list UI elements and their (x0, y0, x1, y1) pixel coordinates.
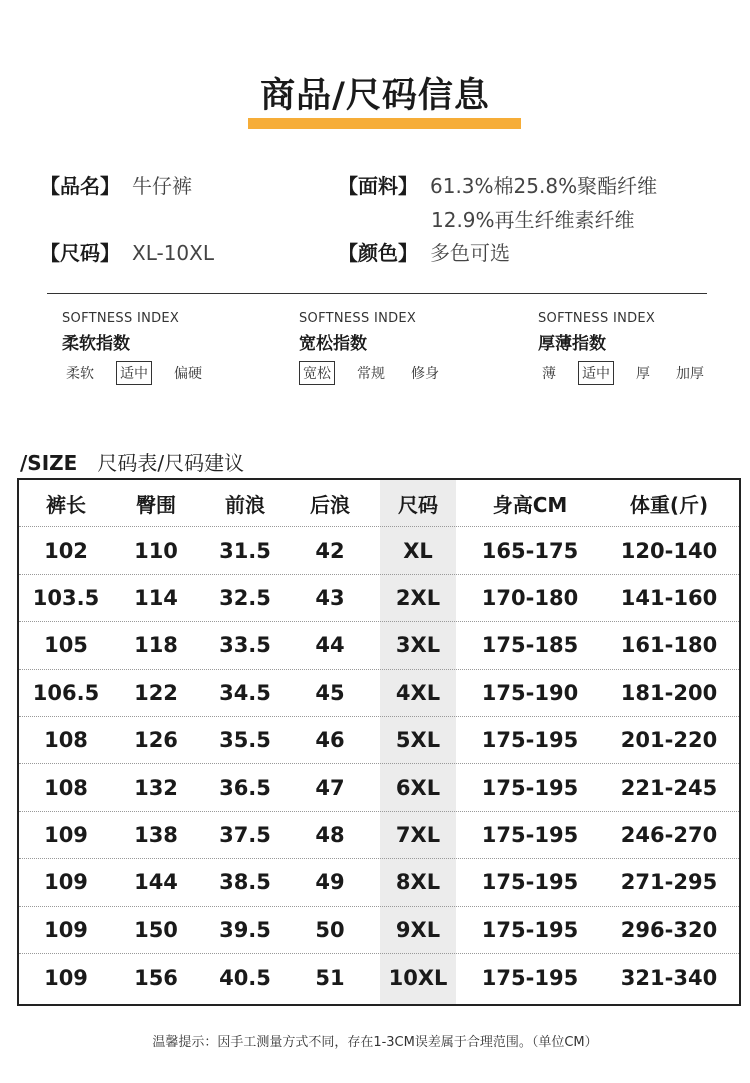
cell-hip: 126 (134, 728, 178, 753)
cell-hip: 114 (134, 585, 178, 610)
index-option: 薄 (542, 366, 556, 382)
cell-weight: 296-320 (620, 917, 718, 942)
cell-length: 108 (44, 728, 88, 753)
table-row (19, 764, 739, 811)
cell-weight: 201-220 (620, 728, 718, 753)
cell-back-rise: 43 (315, 585, 345, 610)
cell-front-rise: 32.5 (219, 585, 271, 610)
cell-hip: 150 (134, 917, 178, 942)
cell-height: 175-185 (481, 633, 579, 658)
page-title: 商品/尺码信息 (260, 76, 490, 116)
index-en-label: SOFTNESS INDEX (299, 311, 417, 326)
table-header-row (19, 480, 739, 527)
cell-back-rise: 48 (315, 822, 345, 847)
section-divider (47, 293, 707, 294)
cell-front-rise: 38.5 (219, 870, 271, 895)
table-row (19, 717, 739, 764)
product-name-label: 【品名】 (40, 174, 120, 198)
header-cell-size: 尺码 (398, 492, 438, 517)
cell-back-rise: 44 (315, 633, 345, 658)
cell-length: 109 (44, 917, 88, 942)
size-table (17, 478, 741, 1006)
cell-size: 4XL (395, 680, 441, 705)
measurement-note: 温馨提示：因手工测量方式不同，存在1-3CM误差属于合理范围。（单位CM） (152, 1035, 598, 1050)
index-option: 常规 (357, 366, 385, 382)
cell-size: 9XL (395, 917, 441, 942)
cell-weight: 141-160 (620, 585, 718, 610)
header-cell-length: 裤长 (46, 492, 86, 517)
cell-hip: 144 (134, 870, 178, 895)
table-row (19, 527, 739, 574)
cell-hip: 122 (134, 680, 178, 705)
cell-front-rise: 40.5 (219, 965, 271, 990)
cell-size: 5XL (395, 728, 441, 753)
cell-height: 175-195 (481, 917, 579, 942)
header-cell-weight: 体重(斤) (629, 492, 709, 517)
index-options (299, 361, 461, 385)
cell-length: 103.5 (32, 585, 100, 610)
index-option: 加厚 (676, 366, 704, 382)
cell-hip: 138 (134, 822, 178, 847)
cell-front-rise: 35.5 (219, 728, 271, 753)
cell-back-rise: 42 (315, 538, 345, 563)
cell-front-rise: 39.5 (219, 917, 271, 942)
cell-back-rise: 50 (315, 917, 345, 942)
cell-length: 102 (44, 538, 88, 563)
cell-height: 170-180 (481, 585, 579, 610)
cell-length: 106.5 (32, 680, 100, 705)
cell-back-rise: 45 (315, 680, 345, 705)
index-option-selected: 适中 (578, 361, 614, 385)
index-option-selected: 宽松 (299, 361, 335, 385)
table-row (19, 907, 739, 954)
index-cn-label: 厚薄指数 (538, 334, 606, 354)
cell-size: 7XL (395, 822, 441, 847)
cell-front-rise: 36.5 (219, 775, 271, 800)
size-heading-cn: 尺码表/尺码建议 (97, 451, 245, 475)
index-cn-label: 柔软指数 (62, 334, 130, 354)
table-row (19, 622, 739, 669)
cell-height: 175-195 (481, 965, 579, 990)
cell-length: 109 (44, 822, 88, 847)
cell-height: 175-195 (481, 822, 579, 847)
header-cell-back-rise: 后浪 (310, 492, 350, 517)
header-cell-hip: 臀围 (136, 492, 176, 517)
fabric-value-line2: 12.9%再生纤维素纤维 (431, 208, 635, 232)
cell-hip: 156 (134, 965, 178, 990)
title-underline-bar (248, 118, 521, 129)
cell-size: 2XL (395, 585, 441, 610)
table-row (19, 670, 739, 717)
cell-hip: 110 (134, 538, 178, 563)
fabric-value-line1: 61.3%棉25.8%聚酯纤维 (430, 174, 658, 198)
cell-front-rise: 34.5 (219, 680, 271, 705)
product-name-value: 牛仔裤 (132, 174, 192, 198)
cell-height: 175-195 (481, 775, 579, 800)
index-option: 厚 (636, 366, 650, 382)
fabric-label: 【面料】 (338, 174, 418, 198)
cell-weight: 161-180 (620, 633, 718, 658)
cell-height: 175-195 (481, 728, 579, 753)
cell-height: 165-175 (481, 538, 579, 563)
size-heading-en: /SIZE (20, 451, 78, 475)
index-options (62, 361, 224, 385)
cell-weight: 181-200 (620, 680, 718, 705)
color-label: 【颜色】 (338, 241, 418, 265)
cell-height: 175-190 (481, 680, 579, 705)
index-en-label: SOFTNESS INDEX (538, 311, 656, 326)
index-option: 偏硬 (174, 366, 202, 382)
cell-length: 108 (44, 775, 88, 800)
cell-front-rise: 33.5 (219, 633, 271, 658)
info-product-name (40, 170, 192, 199)
cell-size: 10XL (388, 965, 448, 990)
cell-size: 3XL (395, 633, 441, 658)
cell-height: 175-195 (481, 870, 579, 895)
cell-weight: 246-270 (620, 822, 718, 847)
size-range-label: 【尺码】 (40, 241, 120, 265)
cell-back-rise: 51 (315, 965, 345, 990)
cell-size: 8XL (395, 870, 441, 895)
index-option: 柔软 (66, 366, 94, 382)
cell-weight: 221-245 (620, 775, 718, 800)
table-row (19, 812, 739, 859)
color-value: 多色可选 (430, 241, 510, 265)
cell-hip: 132 (134, 775, 178, 800)
size-section-heading (20, 447, 244, 476)
info-fabric (338, 170, 657, 199)
cell-hip: 118 (134, 633, 178, 658)
looseness-index (299, 311, 461, 385)
index-en-label: SOFTNESS INDEX (62, 311, 180, 326)
table-row (19, 575, 739, 622)
index-option: 修身 (411, 366, 439, 382)
header-cell-height: 身高CM (492, 492, 568, 517)
cell-back-rise: 46 (315, 728, 345, 753)
cell-front-rise: 37.5 (219, 822, 271, 847)
cell-size: XL (403, 538, 433, 563)
cell-front-rise: 31.5 (219, 538, 271, 563)
cell-weight: 321-340 (620, 965, 718, 990)
cell-back-rise: 49 (315, 870, 345, 895)
cell-weight: 120-140 (620, 538, 718, 563)
cell-length: 109 (44, 965, 88, 990)
info-color (338, 237, 510, 266)
softness-index (62, 311, 224, 385)
table-row (19, 859, 739, 906)
header-cell-front-rise: 前浪 (225, 492, 265, 517)
cell-size: 6XL (395, 775, 441, 800)
cell-back-rise: 47 (315, 775, 345, 800)
thickness-index (538, 311, 726, 385)
cell-length: 105 (44, 633, 88, 658)
cell-weight: 271-295 (620, 870, 718, 895)
index-options (538, 361, 726, 385)
table-row (19, 954, 739, 1001)
size-range-value: XL-10XL (132, 241, 215, 265)
info-size-range (40, 237, 214, 266)
index-cn-label: 宽松指数 (299, 334, 367, 354)
index-option-selected: 适中 (116, 361, 152, 385)
cell-length: 109 (44, 870, 88, 895)
